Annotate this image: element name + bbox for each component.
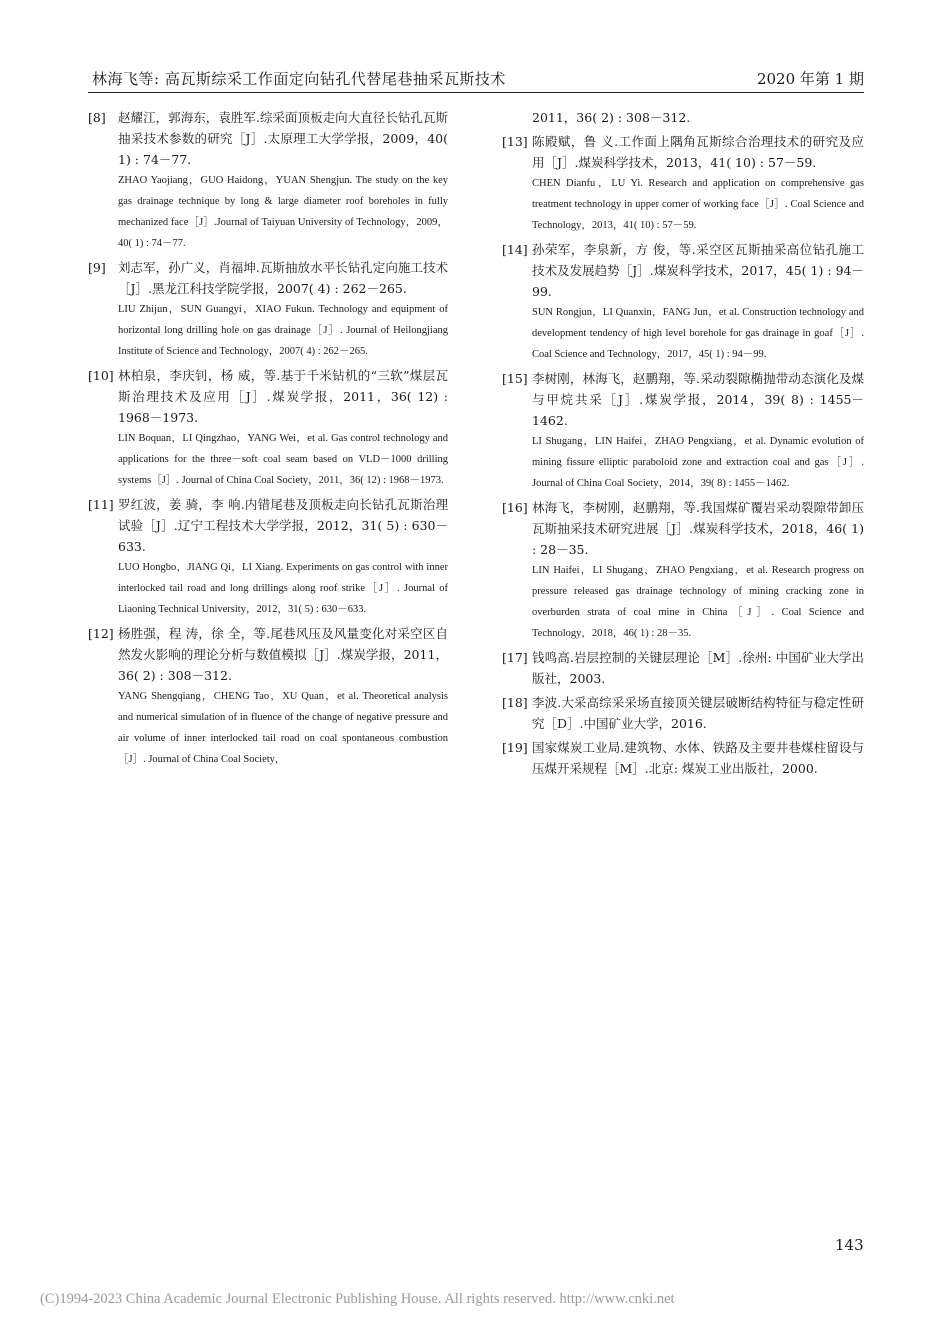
issue-label: 2020 年第 1 期	[756, 70, 864, 88]
reference-chinese: 林柏泉，李庆钊，杨 威，等.基于千米钻机的“三软”煤层瓦斯治理技术及应用［J］.煤炭学报，2011，36( 12) : 1968－1973.	[118, 368, 448, 425]
reference-english: LI Shugang，LIN Haifei，ZHAO Pengxiang，et al. Dynamic evolution of mining fissure elliptic paraboloid zone and extraction coal and gas［J］. Journal of China Coal Society，2014，39( 8) : 1455－1462.	[532, 436, 864, 489]
reference-number: [14]	[502, 242, 528, 257]
reference-chinese: 罗红波，姜 骑，李 响.内错尾巷及顶板走向长钻孔瓦斯治理试验［J］.辽宁工程技术大学学报，2012，31( 5) : 630－633.	[118, 497, 448, 554]
reference-number: [19]	[502, 740, 528, 755]
reference-chinese: 杨胜强，程 涛，徐 全，等.尾巷风压及风量变化对采空区自然发火影响的理论分析与数值模拟［J］.煤炭学报，2011，36( 2) : 308－312.	[118, 626, 448, 683]
reference-item	[502, 131, 864, 236]
reference-chinese: 国家煤炭工业局.建筑物、水体、铁路及主要井巷煤柱留设与压煤开采规程［M］.北京: 煤炭工业出版社，2000.	[532, 740, 864, 776]
reference-number: [9]	[88, 260, 106, 275]
reference-item	[502, 737, 864, 779]
reference-item	[502, 368, 864, 494]
reference-chinese: 孙荣军，李泉新，方 俊，等.采空区瓦斯抽采高位钻孔施工技术及发展趋势［J］.煤炭科学技术，2017，45( 1) : 94－99.	[532, 242, 864, 299]
reference-number: [18]	[502, 695, 528, 710]
reference-chinese: 林海飞，李树刚，赵鹏翔，等.我国煤矿覆岩采动裂隙带卸压瓦斯抽采技术研究进展［J］.煤炭科学技术，2018，46( 1) : 28－35.	[532, 500, 864, 557]
reference-item	[502, 692, 864, 734]
reference-english: LUO Hongbo，JIANG Qi，LI Xiang. Experiments on gas control with inner interlocked tail road and long drillings along roof strike［J］. Journal of Liaoning Technical University，2012，31( 5) : 630－633.	[118, 562, 448, 615]
page-number: 143	[835, 1236, 864, 1254]
reference-item	[88, 365, 448, 491]
reference-item	[88, 494, 448, 620]
copyright-footer: (C)1994-2023 China Academic Journal Electronic Publishing House. All rights reserved. http://www.cnki.net	[40, 1291, 675, 1307]
reference-english: CHEN Dianfu，LU Yi. Research and application on comprehensive gas treatment technology in upper corner of working face［J］. Coal Science and Technology，2013，41( 10) : 57－59.	[532, 178, 864, 231]
reference-item	[502, 239, 864, 365]
reference-number: [8]	[88, 110, 106, 125]
running-header	[88, 66, 864, 93]
running-title: 林海飞等: 高瓦斯综采工作面定向钻孔代替尾巷抽采瓦斯技术	[92, 70, 506, 88]
reference-english: ZHAO Yaojiang，GUO Haidong，YUAN Shengjun. The study on the key gas drainage technique by long & large diameter roof boreholes in fully mechanized face［J］.Journal of Taiyuan University of Technology，2009，40( 1) : 74－77.	[118, 175, 448, 249]
reference-english: LIN Haifei，LI Shugang，ZHAO Pengxiang，et al. Research progress on pressure released gas drainage technology of mining cracking zone in overburden strata of coal mine in China［J］. Coal Science and Technology，2018，46( 1) : 28－35.	[532, 565, 864, 639]
reference-item	[502, 647, 864, 689]
reference-chinese: 李树刚，林海飞，赵鹏翔，等.采动裂隙椭抛带动态演化及煤与甲烷共采［J］.煤炭学报，2014，39( 8) : 1455－1462.	[532, 371, 864, 428]
reference-number: [13]	[502, 134, 528, 149]
reference-chinese: 钱鸣高.岩层控制的关键层理论［M］.徐州: 中国矿业大学出版社，2003.	[532, 650, 864, 686]
reference-english: LIU Zhijun，SUN Guangyi，XIAO Fukun. Technology and equipment of horizontal long drilling hole on gas drainage［J］. Journal of Heilongjiang Institute of Science and Technology，2007( 4) : 262－265.	[118, 304, 448, 357]
reference-number: [10]	[88, 368, 114, 383]
references-left-column	[88, 107, 448, 773]
reference-chinese: 陈殿赋，鲁 义.工作面上隅角瓦斯综合治理技术的研究及应用［J］.煤炭科学技术，2013，41( 10) : 57－59.	[532, 134, 864, 170]
reference-number: [12]	[88, 626, 114, 641]
reference-number: [11]	[88, 497, 114, 512]
reference-number: [15]	[502, 371, 528, 386]
reference-item	[88, 623, 448, 770]
reference-continuation: 2011，36( 2) : 308－312.	[532, 110, 691, 125]
reference-item	[88, 107, 448, 254]
reference-number: [16]	[502, 500, 528, 515]
reference-item	[502, 497, 864, 644]
reference-chinese: 赵耀江，郭海东，袁胜军.综采面顶板走向大直径长钻孔瓦斯抽采技术参数的研究［J］.太原理工大学学报，2009，40( 1) : 74－77.	[118, 110, 448, 167]
reference-number: [17]	[502, 650, 528, 665]
reference-item	[88, 257, 448, 362]
reference-chinese: 李波.大采高综采采场直接顶关键层破断结构特征与稳定性研究［D］.中国矿业大学，2016.	[532, 695, 864, 731]
references-right-column	[502, 107, 864, 782]
reference-english: YANG Shengqiang，CHENG Tao，XU Quan，et al. Theoretical analysis and numerical simulation of in fluence of the change of negative pressure and air volume of inner interlocked tail road on coal spontaneous combustion［J］. Journal of China Coal Society，	[118, 691, 448, 765]
reference-chinese: 刘志军，孙广义，肖福坤.瓦斯抽放水平长钻孔定向施工技术［J］.黑龙江科技学院学报，2007( 4) : 262－265.	[118, 260, 448, 296]
reference-english: LIN Boquan，LI Qingzhao，YANG Wei，et al. Gas control technology and applications for the three－soft coal seam based on VLD－1000 drilling systems［J］. Journal of China Coal Society，2011，36( 12) : 1968－1973.	[118, 433, 448, 486]
reference-english: SUN Rongjun，LI Quanxin，FANG Jun，et al. Construction technology and development tendency of high level borehole for gas drainage in goaf［J］. Coal Science and Technology，2017，45( 1) : 94－99.	[532, 307, 864, 360]
